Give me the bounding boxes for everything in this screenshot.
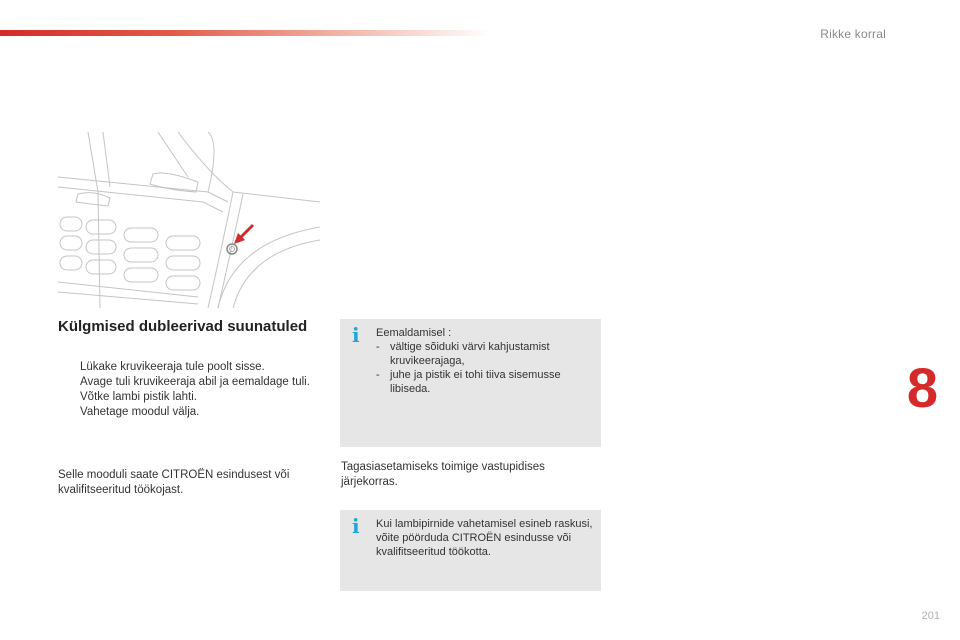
list-item: Võtke lambi pistik lahti. <box>80 391 197 403</box>
info-icon: i <box>352 323 360 347</box>
availability-note: Selle mooduli saate CITROËN esindusest või kvalifitseeritud töökojast. <box>58 469 290 496</box>
info-box-list <box>376 340 596 396</box>
car-side-turn-signal-illustration <box>58 132 320 308</box>
list-item: Avage tuli kruvikeeraja abil ja eemaldage tuli. <box>80 376 310 388</box>
section-heading: Külgmised dubleerivad suunatuled <box>58 318 308 335</box>
info-box-dealer <box>340 510 601 591</box>
procedure-steps <box>58 360 318 420</box>
reassembly-note: Tagasiasetamiseks toimige vastupidises järjekorras. <box>341 461 545 488</box>
red-arrow-icon <box>234 225 253 244</box>
chapter-number: 8 <box>906 356 938 419</box>
list-item: - vältige sõiduki värvi kahjustamist kruvikeerajaga, <box>376 341 550 367</box>
info-box-removal <box>340 319 601 447</box>
list-item: Vahetage moodul välja. <box>80 406 200 418</box>
list-item: Lükake kruvikeeraja tule poolt sisse. <box>80 361 265 373</box>
page-number: 201 <box>921 610 940 622</box>
info-box-intro: Eemaldamisel : <box>376 327 452 339</box>
list-item: - juhe ja pistik ei tohi tiiva sisemusse libiseda. <box>376 369 561 395</box>
info-icon: i <box>352 514 360 538</box>
info-box-text: Kui lambipirnide vahetamisel esineb raskusi, võite pöörduda CITROËN esindusse või kvalifitseeritud töökotta. <box>376 518 593 558</box>
header-accent-bar <box>0 30 490 36</box>
section-title: Rikke korral <box>820 27 886 41</box>
